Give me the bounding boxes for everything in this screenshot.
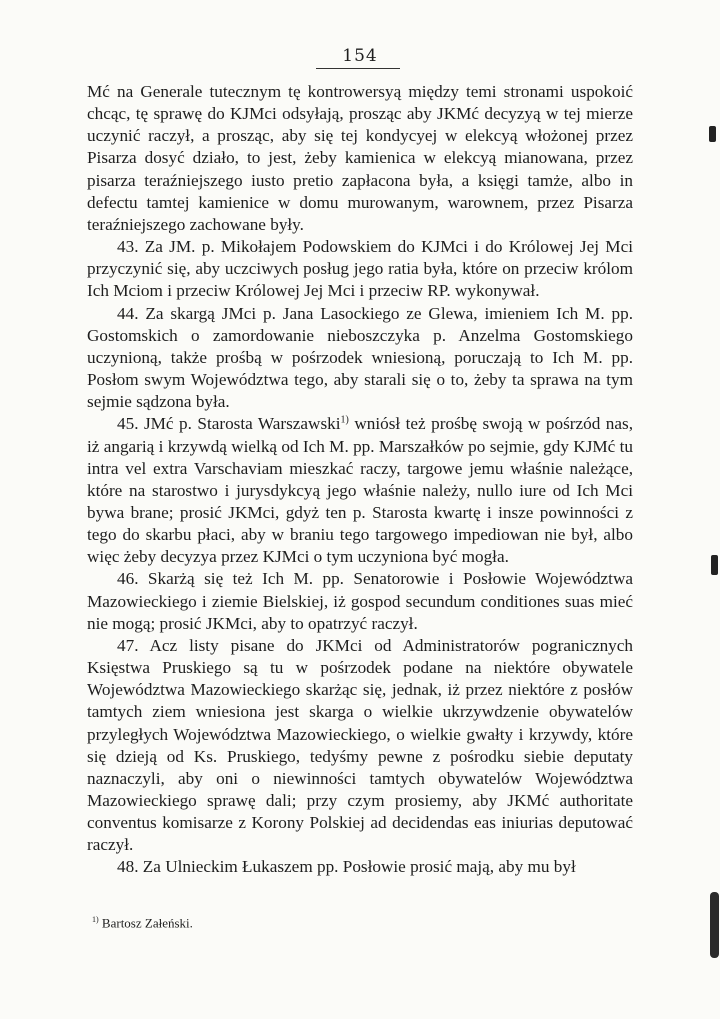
paragraph-45 <box>87 413 633 568</box>
footnote-reference: 1) <box>340 414 349 426</box>
paragraph-45-start: 45. JMć p. Starosta Warszawski <box>117 414 341 434</box>
paragraph-43: 43. Za JM. p. Mikołajem Podowskiem do KJMci i do Królowej Jej Mci przyczynić się, aby uczciwych posług jego ratia była, które on przeciw królom Ich Mciom i przeciw Królowej Jej Mci i przeciw RP. wykonywał. <box>87 237 633 301</box>
paragraph-44: 44. Za skargą JMci p. Jana Lasockiego ze Glewa, imieniem Ich M. pp. Gostomskich o zamordowanie nieboszczyka p. Anzelma Gostomskiego uczynioną, także prośbą w pośrzodek wniesioną, poruczają to Ich M. pp. Posłom swym Województwa tego, aby starali się o to, żeby ta sprawa na tym sejmie sądzona była. <box>87 303 633 412</box>
footnote <box>92 915 193 931</box>
scan-edge-mark <box>711 555 718 575</box>
footnote-text: Bartosz Załeński. <box>101 915 193 931</box>
footnote-marker: 1) <box>92 915 99 924</box>
page-number-rule <box>316 68 400 69</box>
paragraph-45-rest: wniósł też prośbę swoją w pośrzód nas, iż angarią i krzywdą wielką od Ich M. pp. Marszałków po sejmie, gdy KJMć tu intra vel extra Varschaviam mieszkać raczy, targowe jemu właśnie należące, które na starostwo i jurysdykcyą jego właśnie należy, nullo iure od Ich Mci bywa brane; prosić JKMci, gdyż ten p. Starosta kwartę i insze powinności z tego do skarbu płaci, aby w braniu tego targowego impediowan nie był, albo więc żeby decyzya przez KJMci o tym uczyniona być mogła. <box>87 414 633 567</box>
paragraph-48: 48. Za Ulnieckim Łukaszem pp. Posłowie prosić mają, aby mu był <box>117 857 576 877</box>
paragraph-47: 47. Acz listy pisane do JKMci od Administratorów pogranicznych Księstwa Pruskiego są tu w pośrzodek podane na niektóre obywatele Województwa Mazowieckiego skarżąc się, jednak, iż przez niektóre z posłów tamtych ziem wniesiona jest skarga o wielkie ukrzywdzenie obywatelów przyległych Województwa Mazowieckiego, o wielkie gwałty i krzywdy, które się dzieją od Ks. Pruskiego, tedyśmy pewne z pośrodku siebie deputaty naznaczyli, aby oni o niewinności tamtych obywatelów Województwa Mazowieckiego sprawę dali; przy czym prosiemy, aby JKMć authoritate conventus komisarze z Korony Polskiej ad decidendas eas iniurias deputować raczył. <box>87 635 633 855</box>
scan-edge-mark <box>710 892 719 958</box>
paragraph-46: 46. Skarżą się też Ich M. pp. Senatorowie i Posłowie Województwa Mazowieckiego i ziemie Bielskiej, iż gospod secundum conditiones suas mieć nie mogą; prosić JKMci, aby to opatrzyć raczył. <box>87 569 633 633</box>
paragraph-continuation: Mć na Generale tutecznym tę kontrowersyą między temi stronami uspokoić chcąc, tę sprawę do KJMci odsyłają, prosząc aby JKMć decyzyą w tej mierze uczynić raczył, a prosząc, aby się tej kondycyej w elekcyą włożonej przez Pisarza dosyć działo, to jest, żeby kamienica w elekcyą mianowana, przez pisarza teraźniejszego iusto pretio zapłacona była, a księgi tamże, albo in defectu tamtej kamienice w domu murowanym, warownem, przez Pisarza teraźniejszego zachowane były. <box>87 82 633 234</box>
scan-edge-mark <box>709 126 716 142</box>
page-number: 154 <box>342 46 378 66</box>
body-text <box>87 81 633 879</box>
